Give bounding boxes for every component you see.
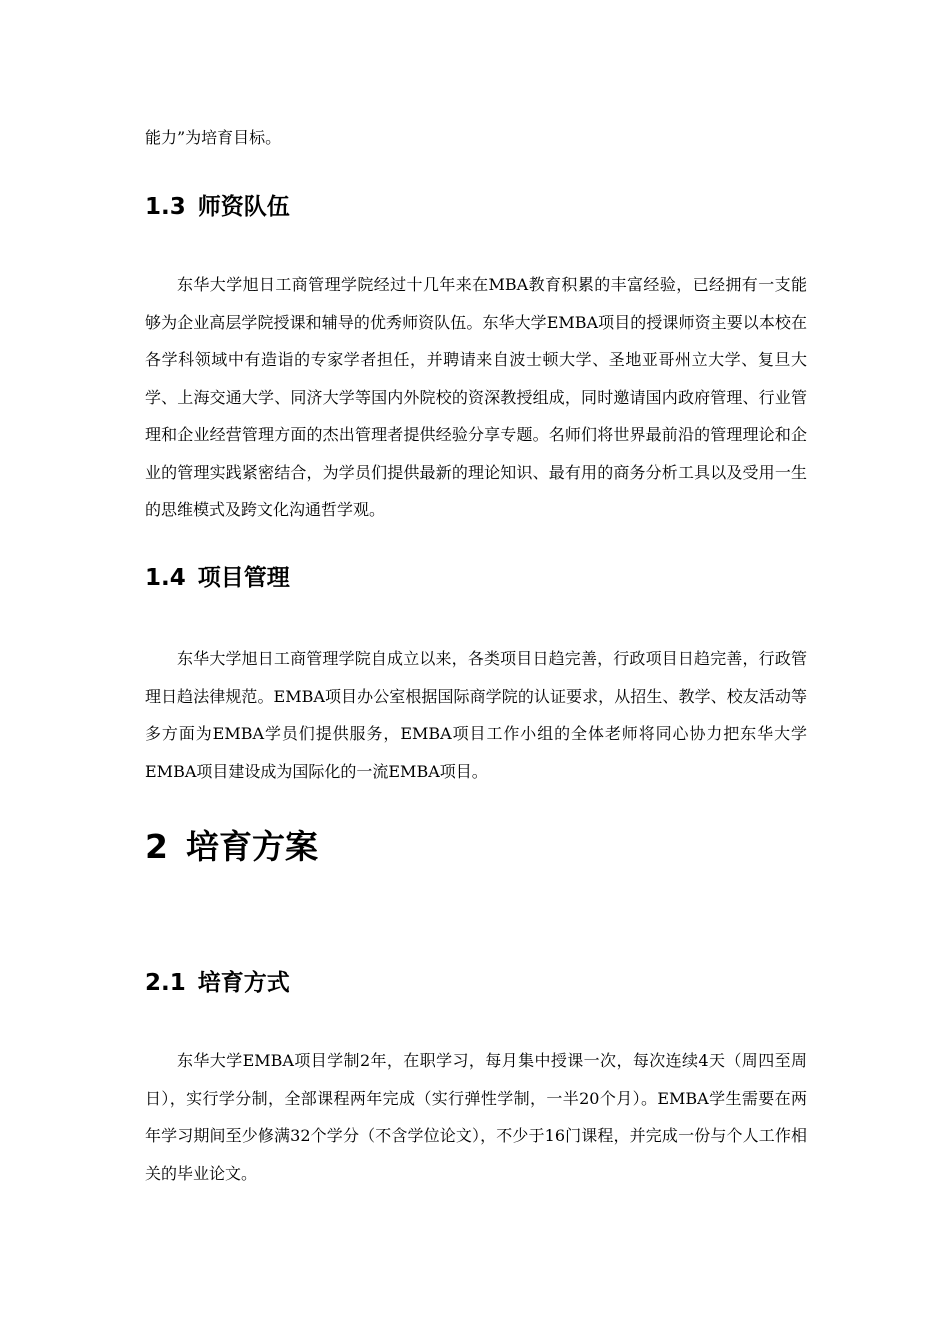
section-heading-1-3	[145, 192, 290, 222]
section-heading-2-1	[145, 968, 290, 998]
paragraph-faculty: 东华大学旭日工商管理学院经过十几年来在MBA教育积累的丰富经验，已经拥有一支能够为企业高层学院授课和辅导的优秀师资队伍。东华大学EMBA项目的授课师资主要以本校在各学科领域中有造诣的专家学者担任，并聘请来自波士顿大学、圣地亚哥州立大学、复旦大学、上海交通大学、同济大学等国内外院校的资深教授组成，同时邀请国内政府管理、行业管理和企业经营管理方面的杰出管理者提供经验分享专题。名师们将世界最前沿的管理理论和企业的管理实践紧密结合，为学员们提供最新的理论知识、最有用的商务分析工具以及受用一生的思维模式及跨文化沟通哲学观。	[145, 275, 807, 519]
paragraph-project-management: 东华大学旭日工商管理学院自成立以来，各类项目日趋完善，行政项目日趋完善，行政管理日趋法律规范。EMBA项目办公室根据国际商学院的认证要求，从招生、教学、校友活动等多方面为EMBA学员们提供服务，EMBA项目工作小组的全体老师将同心协力把东华大学EMBA项目建设成为国际化的一流EMBA项目。	[145, 649, 807, 781]
section-number: 2.1	[145, 970, 186, 996]
section-heading-1-4	[145, 563, 290, 593]
section-title: 师资队伍	[197, 194, 290, 220]
section-number: 1.4	[145, 565, 186, 591]
chapter-heading-2	[145, 826, 318, 868]
section-number: 1.3	[145, 194, 186, 220]
paragraph-training-mode: 东华大学EMBA项目学制2年，在职学习，每月集中授课一次，每次连续4天（周四至周日），实行学分制，全部课程两年完成（实行弹性学制，一半20个月）。EMBA学生需要在两年学习期间至少修满32个学分（不含学位论文），不少于16门课程，并完成一份与个人工作相关的毕业论文。	[145, 1051, 807, 1183]
section-title: 培育方式	[197, 970, 290, 996]
continuation-text: 能力”为培育目标。	[145, 128, 282, 147]
chapter-number: 2	[145, 827, 168, 866]
chapter-title: 培育方案	[185, 827, 318, 866]
section-title: 项目管理	[197, 565, 290, 591]
